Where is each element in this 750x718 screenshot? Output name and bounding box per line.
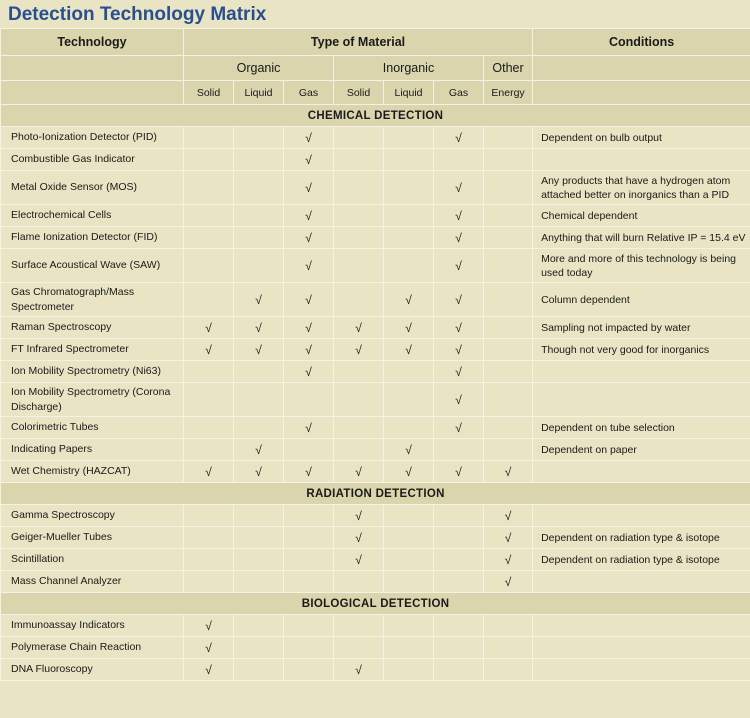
- empty-cell: [334, 127, 384, 149]
- empty-cell: [184, 171, 234, 205]
- technology-name: Surface Acoustical Wave (SAW): [1, 249, 184, 283]
- empty-cell: [334, 383, 384, 417]
- empty-cell: [284, 527, 334, 549]
- table-row: [1, 205, 750, 227]
- check-mark: √: [184, 659, 234, 681]
- check-mark: √: [384, 439, 434, 461]
- technology-name: Polymerase Chain Reaction: [1, 637, 184, 659]
- header-row-2: [1, 56, 750, 81]
- check-mark: √: [434, 417, 484, 439]
- check-mark: √: [484, 549, 533, 571]
- header-row-1: [1, 29, 750, 56]
- empty-cell: [384, 149, 434, 171]
- empty-cell: [184, 361, 234, 383]
- empty-cell: [284, 383, 334, 417]
- empty-cell: [184, 283, 234, 317]
- condition-text: [533, 615, 750, 637]
- check-mark: √: [434, 249, 484, 283]
- empty-cell: [384, 505, 434, 527]
- empty-cell: [184, 127, 234, 149]
- section-header-row: [1, 105, 750, 127]
- table-row: [1, 615, 750, 637]
- check-mark: √: [334, 659, 384, 681]
- condition-text: Any products that have a hydrogen atom attached better on inorganics than a PID: [533, 171, 750, 205]
- condition-text: [533, 383, 750, 417]
- empty-cell: [184, 383, 234, 417]
- check-mark: √: [284, 249, 334, 283]
- technology-name: Combustible Gas Indicator: [1, 149, 184, 171]
- check-mark: √: [234, 339, 284, 361]
- condition-text: [533, 505, 750, 527]
- empty-cell: [234, 171, 284, 205]
- check-mark: √: [284, 461, 334, 483]
- table-row: [1, 637, 750, 659]
- check-mark: √: [184, 461, 234, 483]
- condition-text: Though not very good for inorganics: [533, 339, 750, 361]
- check-mark: √: [234, 461, 284, 483]
- empty-cell: [184, 149, 234, 171]
- technology-name: DNA Fluoroscopy: [1, 659, 184, 681]
- empty-cell: [284, 637, 334, 659]
- empty-cell: [184, 549, 234, 571]
- section-title: RADIATION DETECTION: [1, 483, 750, 505]
- header-col-liquid: Liquid: [384, 81, 434, 105]
- empty-cell: [234, 505, 284, 527]
- empty-cell: [234, 149, 284, 171]
- empty-cell: [284, 571, 334, 593]
- check-mark: √: [434, 461, 484, 483]
- check-mark: √: [434, 227, 484, 249]
- check-mark: √: [234, 439, 284, 461]
- check-mark: √: [284, 339, 334, 361]
- empty-cell: [484, 439, 533, 461]
- empty-cell: [384, 659, 434, 681]
- check-mark: √: [434, 205, 484, 227]
- empty-cell: [284, 615, 334, 637]
- condition-text: [533, 571, 750, 593]
- check-mark: √: [234, 317, 284, 339]
- technology-name: Scintillation: [1, 549, 184, 571]
- empty-cell: [484, 127, 533, 149]
- technology-name: Flame Ionization Detector (FID): [1, 227, 184, 249]
- header-col-solid: Solid: [184, 81, 234, 105]
- empty-cell: [484, 383, 533, 417]
- table-row: [1, 659, 750, 681]
- header-inorganic: Inorganic: [334, 56, 484, 81]
- condition-text: More and more of this technology is being used today: [533, 249, 750, 283]
- empty-cell: [384, 127, 434, 149]
- check-mark: √: [284, 417, 334, 439]
- empty-cell: [484, 417, 533, 439]
- empty-cell: [334, 205, 384, 227]
- empty-cell: [234, 205, 284, 227]
- technology-name: Gamma Spectroscopy: [1, 505, 184, 527]
- empty-cell: [184, 205, 234, 227]
- empty-cell: [234, 571, 284, 593]
- empty-cell: [334, 417, 384, 439]
- condition-text: Sampling not impacted by water: [533, 317, 750, 339]
- condition-text: [533, 637, 750, 659]
- empty-cell: [234, 549, 284, 571]
- detection-matrix-table: [0, 28, 750, 681]
- empty-cell: [234, 361, 284, 383]
- technology-name: FT Infrared Spectrometer: [1, 339, 184, 361]
- check-mark: √: [284, 317, 334, 339]
- check-mark: √: [384, 283, 434, 317]
- header-col-gas: Gas: [434, 81, 484, 105]
- empty-cell: [384, 227, 434, 249]
- empty-cell: [334, 171, 384, 205]
- table-row: [1, 461, 750, 483]
- empty-cell: [484, 615, 533, 637]
- header-blank: [1, 81, 184, 105]
- table-row: [1, 527, 750, 549]
- condition-text: Dependent on radiation type & isotope: [533, 549, 750, 571]
- empty-cell: [184, 417, 234, 439]
- check-mark: √: [334, 339, 384, 361]
- table-row: [1, 249, 750, 283]
- table-row: [1, 549, 750, 571]
- empty-cell: [284, 659, 334, 681]
- empty-cell: [234, 637, 284, 659]
- empty-cell: [234, 249, 284, 283]
- empty-cell: [234, 659, 284, 681]
- technology-name: Electrochemical Cells: [1, 205, 184, 227]
- check-mark: √: [484, 461, 533, 483]
- empty-cell: [184, 249, 234, 283]
- condition-text: Column dependent: [533, 283, 750, 317]
- empty-cell: [484, 149, 533, 171]
- empty-cell: [434, 637, 484, 659]
- table-row: [1, 361, 750, 383]
- empty-cell: [184, 505, 234, 527]
- empty-cell: [384, 527, 434, 549]
- empty-cell: [484, 283, 533, 317]
- technology-name: Mass Channel Analyzer: [1, 571, 184, 593]
- empty-cell: [384, 361, 434, 383]
- empty-cell: [434, 549, 484, 571]
- check-mark: √: [334, 317, 384, 339]
- condition-text: Dependent on bulb output: [533, 127, 750, 149]
- technology-name: Gas Chromatograph/Mass Spectrometer: [1, 283, 184, 317]
- empty-cell: [234, 127, 284, 149]
- table-row: [1, 339, 750, 361]
- check-mark: √: [434, 317, 484, 339]
- empty-cell: [234, 527, 284, 549]
- empty-cell: [284, 439, 334, 461]
- page-title: Detection Technology Matrix: [0, 0, 750, 28]
- check-mark: √: [434, 361, 484, 383]
- check-mark: √: [384, 317, 434, 339]
- technology-name: Colorimetric Tubes: [1, 417, 184, 439]
- empty-cell: [484, 339, 533, 361]
- header-col-energy: Energy: [484, 81, 533, 105]
- check-mark: √: [334, 505, 384, 527]
- empty-cell: [284, 549, 334, 571]
- empty-cell: [434, 571, 484, 593]
- condition-text: Dependent on tube selection: [533, 417, 750, 439]
- header-type-of-material: Type of Material: [184, 29, 533, 56]
- check-mark: √: [334, 461, 384, 483]
- empty-cell: [334, 227, 384, 249]
- technology-name: Metal Oxide Sensor (MOS): [1, 171, 184, 205]
- empty-cell: [434, 149, 484, 171]
- empty-cell: [384, 205, 434, 227]
- header-organic: Organic: [184, 56, 334, 81]
- check-mark: √: [184, 317, 234, 339]
- empty-cell: [484, 317, 533, 339]
- technology-name: Ion Mobility Spectrometry (Corona Discharge): [1, 383, 184, 417]
- check-mark: √: [284, 227, 334, 249]
- check-mark: √: [284, 127, 334, 149]
- technology-name: Photo-Ionization Detector (PID): [1, 127, 184, 149]
- empty-cell: [334, 249, 384, 283]
- check-mark: √: [184, 339, 234, 361]
- empty-cell: [484, 171, 533, 205]
- check-mark: √: [284, 283, 334, 317]
- check-mark: √: [334, 527, 384, 549]
- empty-cell: [184, 571, 234, 593]
- header-other: Other: [484, 56, 533, 81]
- condition-text: Anything that will burn Relative IP = 15.4 eV: [533, 227, 750, 249]
- header-conditions: Conditions: [533, 29, 750, 56]
- empty-cell: [334, 637, 384, 659]
- table-row: [1, 417, 750, 439]
- empty-cell: [184, 439, 234, 461]
- empty-cell: [384, 417, 434, 439]
- header-col-liquid: Liquid: [234, 81, 284, 105]
- check-mark: √: [384, 461, 434, 483]
- empty-cell: [234, 227, 284, 249]
- technology-name: Ion Mobility Spectrometry (Ni63): [1, 361, 184, 383]
- technology-name: Wet Chemistry (HAZCAT): [1, 461, 184, 483]
- technology-name: Immunoassay Indicators: [1, 615, 184, 637]
- check-mark: √: [184, 615, 234, 637]
- empty-cell: [434, 527, 484, 549]
- condition-text: Dependent on paper: [533, 439, 750, 461]
- table-row: [1, 383, 750, 417]
- empty-cell: [184, 227, 234, 249]
- check-mark: √: [384, 339, 434, 361]
- check-mark: √: [434, 127, 484, 149]
- check-mark: √: [434, 283, 484, 317]
- table-row: [1, 149, 750, 171]
- empty-cell: [384, 615, 434, 637]
- empty-cell: [334, 571, 384, 593]
- check-mark: √: [234, 283, 284, 317]
- condition-text: [533, 659, 750, 681]
- technology-name: Geiger-Mueller Tubes: [1, 527, 184, 549]
- section-title: BIOLOGICAL DETECTION: [1, 593, 750, 615]
- technology-name: Raman Spectroscopy: [1, 317, 184, 339]
- section-header-row: [1, 483, 750, 505]
- section-title: CHEMICAL DETECTION: [1, 105, 750, 127]
- table-row: [1, 317, 750, 339]
- table-row: [1, 227, 750, 249]
- table-row: [1, 171, 750, 205]
- empty-cell: [184, 527, 234, 549]
- empty-cell: [284, 505, 334, 527]
- empty-cell: [334, 283, 384, 317]
- condition-text: [533, 149, 750, 171]
- check-mark: √: [284, 205, 334, 227]
- check-mark: √: [184, 637, 234, 659]
- empty-cell: [384, 571, 434, 593]
- condition-text: Chemical dependent: [533, 205, 750, 227]
- header-blank: [533, 81, 750, 105]
- check-mark: √: [434, 171, 484, 205]
- empty-cell: [384, 171, 434, 205]
- header-blank: [533, 56, 750, 81]
- technology-name: Indicating Papers: [1, 439, 184, 461]
- empty-cell: [484, 361, 533, 383]
- check-mark: √: [284, 361, 334, 383]
- table-row: [1, 571, 750, 593]
- check-mark: √: [484, 505, 533, 527]
- empty-cell: [484, 637, 533, 659]
- empty-cell: [334, 439, 384, 461]
- table-row: [1, 283, 750, 317]
- empty-cell: [334, 149, 384, 171]
- empty-cell: [484, 659, 533, 681]
- empty-cell: [484, 205, 533, 227]
- empty-cell: [384, 549, 434, 571]
- check-mark: √: [484, 571, 533, 593]
- check-mark: √: [284, 171, 334, 205]
- empty-cell: [334, 361, 384, 383]
- empty-cell: [484, 227, 533, 249]
- empty-cell: [384, 383, 434, 417]
- header-blank: [1, 56, 184, 81]
- empty-cell: [434, 659, 484, 681]
- check-mark: √: [434, 339, 484, 361]
- empty-cell: [384, 637, 434, 659]
- header-col-solid: Solid: [334, 81, 384, 105]
- condition-text: Dependent on radiation type & isotope: [533, 527, 750, 549]
- empty-cell: [234, 417, 284, 439]
- table-row: [1, 505, 750, 527]
- empty-cell: [434, 439, 484, 461]
- empty-cell: [384, 249, 434, 283]
- condition-text: [533, 461, 750, 483]
- check-mark: √: [434, 383, 484, 417]
- header-row-3: [1, 81, 750, 105]
- table-row: [1, 439, 750, 461]
- empty-cell: [234, 615, 284, 637]
- header-col-gas: Gas: [284, 81, 334, 105]
- table-row: [1, 127, 750, 149]
- check-mark: √: [484, 527, 533, 549]
- header-technology: Technology: [1, 29, 184, 56]
- empty-cell: [484, 249, 533, 283]
- condition-text: [533, 361, 750, 383]
- section-header-row: [1, 593, 750, 615]
- empty-cell: [334, 615, 384, 637]
- empty-cell: [434, 505, 484, 527]
- check-mark: √: [334, 549, 384, 571]
- check-mark: √: [284, 149, 334, 171]
- empty-cell: [434, 615, 484, 637]
- empty-cell: [234, 383, 284, 417]
